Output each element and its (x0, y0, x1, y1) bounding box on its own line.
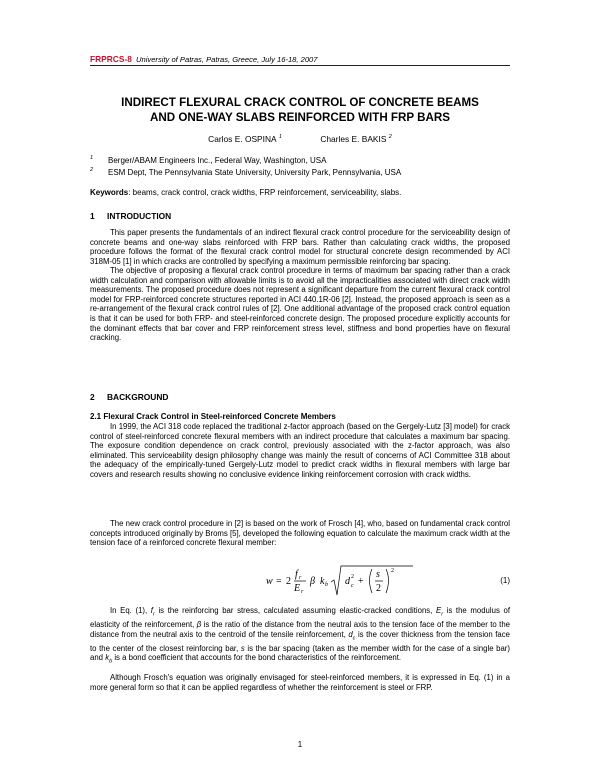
equation-1-formula (240, 563, 440, 599)
text-run: In Eq. (1), (110, 606, 151, 615)
affiliation-1 (90, 155, 510, 165)
symbol: β (196, 620, 202, 630)
eq-equals: = (276, 576, 282, 587)
author-list (90, 134, 510, 144)
affiliation-2-mark: 2 (90, 167, 94, 173)
text-run: is a bond coefficient that accounts for the bond characteristics of the reinforcement. (112, 653, 402, 663)
title-line-1: INDIRECT FLEXURAL CRACK CONTROL OF CONCRETE BEAMS (121, 96, 479, 109)
title-line-2: AND ONE-WAY SLABS REINFORCED WITH FRP BARS (150, 110, 450, 124)
background-paragraph-1: In 1999, the ACI 318 code replaced the traditional z-factor approach (based on the Gergely-Lutz [3] model) for crack control of steel-reinforced concrete flexural members with an indirect procedure that calculates a maximum bar spacing. The exposure condition dependence on crack control, previously associated with the z-factor approach, was also eliminated. This serviceability design philosophy change was mainly the result of concerns of ACI Committee 318 about the adequacy of the empirically-tuned Gergely-Lutz model to predict crack widths in flexural members with large bar covers and research results showing no conclusive evidence linking reinforcement corrosion with crack widths. (90, 422, 510, 479)
eq-plus: + (358, 576, 364, 587)
section-heading-background (90, 392, 510, 402)
eq-denominator-sub: r (301, 589, 304, 595)
author-2-mark: 2 (388, 134, 392, 140)
eq-numerator-sub: r (299, 575, 302, 581)
keywords-label: Keywords (90, 188, 129, 197)
background-paragraph-2: The new crack control procedure in [2] is based on the work of Frosch [4], who, based on fundamental crack control concepts introduced originally by Broms [5], developed the following equation to calculate the maximum crack width at the tension face of a reinforced concrete flexural member: (90, 519, 510, 548)
symbol-subscript: r (441, 611, 444, 618)
symbol: d (348, 629, 353, 639)
author-2-name: Charles E. BAKIS (320, 134, 387, 144)
eq-lhs-w: w (266, 576, 273, 587)
eq-two: 2 (376, 583, 381, 594)
eq-beta: β (310, 576, 315, 587)
symbol-subscript: b (109, 659, 113, 666)
eq-right-paren (386, 569, 389, 593)
eq-numerator-f: f (295, 569, 298, 580)
intro-paragraph-2: The objective of proposing a flexural crack control procedure in terms of maximum bar spacing rather than a crack width calculation and comparison with allowable limits is to avoid all the impracticalities associated with direct crack width measurements. The proposed procedure does not represent a significant departure from the current flexural crack control model for FRP-reinforced concrete structures reported in ACI 440.1R-06 [2]. Instead, the proposed approach is seen as a re-arrangement of the flexural crack control rules of [2]. One additional advantage of the proposed crack control equation is that it can be used for both FRP- and steel-reinforced concrete design. The proposed procedure explicitly accounts for the dominant effects that bar cover and FRP reinforcement stress level, stiffness and bond properties have on flexural cracking. (90, 266, 510, 343)
conference-tag: FRPRCS-8 (90, 54, 132, 64)
eq-k-sub: b (325, 582, 328, 588)
paper-title (90, 96, 510, 125)
conference-venue: University of Patras, Patras, Greece, July 16-18, 2007 (136, 55, 318, 64)
text-run: is the ratio of the distance from the neutral axis to the tension face of the member to the distance from the neutral axis to the centroid of the tensile reinforcement, (90, 620, 510, 639)
eq-d-sup: 2 (351, 574, 354, 580)
text-run: is the modulus of elasticity of the reinforcement, (90, 606, 510, 630)
section-2-title: BACKGROUND (107, 392, 169, 402)
eq-sqrt-sign (331, 566, 413, 595)
section-heading-introduction (90, 211, 510, 221)
section-1-number: 1 (90, 211, 95, 221)
keywords (90, 188, 510, 197)
eq-left-paren (370, 569, 373, 593)
symbol-subscript: r (152, 611, 155, 618)
affiliation-1-mark: 1 (90, 155, 94, 161)
symbol: f (150, 606, 153, 615)
eq-k: k (320, 576, 325, 587)
section-2-number: 2 (90, 392, 95, 402)
equation-1 (90, 563, 510, 599)
affiliation-2 (90, 167, 510, 177)
eq-d-sub: c (351, 583, 354, 589)
eq-d: d (345, 576, 350, 587)
author-1-name: Carlos E. OSPINA (208, 134, 277, 144)
symbol-subscript: c (352, 635, 356, 642)
text-run: is the bar spacing (taken as the member width for the case of a single bar) and (90, 643, 511, 663)
intro-paragraph-1: This paper presents the fundamentals of an indirect flexural crack control procedure for the serviceability design of concrete beams and one-way slabs reinforced with FRP bars. Rather than calculating crack widths, the proposed procedure follows the format of the flexural crack control model for structural concrete design recommended by ACI 318M-05 [1] in which cracks are controlled by specifying a maximum permissible reinforcing bar spacing. (90, 228, 510, 266)
eq-s: s (376, 569, 380, 580)
text-run: is the cover thickness from the tension face to the center of the closest reinforcing bar, (90, 629, 510, 653)
affiliation-2-text: ESM Dept, The Pennsylvania State University, University Park, Pennsylvania, USA (108, 168, 402, 177)
header-rule (90, 65, 510, 66)
author-1 (208, 134, 282, 144)
symbol: k (105, 653, 110, 663)
symbol: E (435, 606, 442, 615)
section-1-title: INTRODUCTION (107, 211, 172, 221)
page-number: 1 (297, 740, 303, 749)
text-run: is the reinforcing bar stress, calculated assuming elastic-cracked conditions, (154, 606, 436, 615)
running-header (90, 54, 510, 64)
eq-denominator-e: E (294, 583, 301, 594)
symbol: s (240, 643, 245, 653)
background-paragraph-4: Although Frosch's equation was originally envisaged for steel-reinforced members, it is expressed in Eq. (1) in a more general form so that it can be applied regardless of whether the reinforcement is steel or FRP. (90, 673, 510, 692)
author-2 (320, 134, 392, 144)
eq-square: 2 (391, 568, 394, 574)
equation-number: (1) (500, 576, 510, 585)
author-1-mark: 1 (278, 134, 282, 140)
eq-coefficient: 2 (286, 576, 291, 587)
keywords-text: : beams, crack control, crack widths, FRP reinforcement, serviceability, slabs. (128, 188, 402, 197)
background-paragraph-3 (90, 606, 510, 668)
affiliation-1-text: Berger/ABAM Engineers Inc., Federal Way, Washington, USA (108, 156, 327, 165)
subsection-heading-2-1: 2.1 Flexural Crack Control in Steel-reinforced Concrete Members (90, 412, 336, 421)
